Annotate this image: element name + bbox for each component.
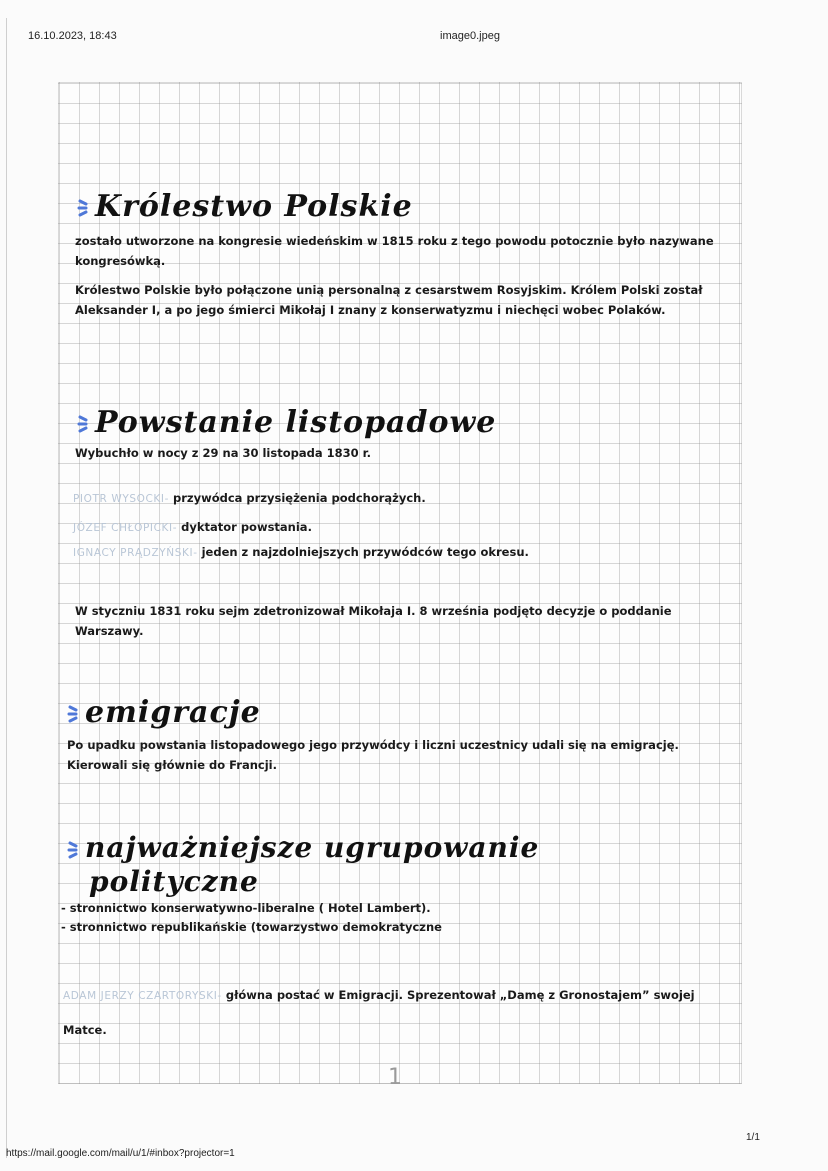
scan-left-edge [6, 18, 7, 1158]
section-title: Królestwo Polskie [95, 189, 413, 224]
accent-mark-icon [67, 840, 81, 860]
page-number: 1 [388, 1065, 402, 1090]
print-filename: image0.jpeg [440, 30, 500, 42]
paragraph: W styczniu 1831 roku sejm zdetronizował Mikołaja I. 8 września podjęto decyzje o poddanie Warszawy. [75, 604, 672, 638]
section-heading-ugrupowanie-line2: polityczne [89, 865, 259, 898]
person-name: ADAM JERZY CZARTORYSKI- [63, 990, 222, 1002]
person-desc: przywódca przysiężenia podchorążych. [172, 491, 426, 505]
paragraph: Po upadku powstania listopadowego jego przywódcy i liczni uczestnicy udali się na emigrację. Kierowali się głównie do Francji. [67, 738, 679, 772]
print-page-count: 1/1 [746, 1132, 760, 1143]
section-title: Powstanie listopadowe [95, 405, 497, 440]
person-name: PIOTR WYSOCKI- [73, 493, 169, 505]
person-row [73, 542, 529, 563]
person-desc: dyktator powstania. [181, 520, 312, 534]
section-title-line1: najważniejsze ugrupowanie [85, 831, 540, 864]
print-datetime: 16.10.2023, 18:43 [28, 30, 117, 42]
paragraph: zostało utworzone na kongresie wiedeńskim w 1815 roku z tego powodu potocznie było nazywane kongresówką. [75, 234, 714, 268]
person-desc: jeden z najzdolniejszych przywódców tego okresu. [201, 545, 529, 559]
section-heading-krolestwo [77, 189, 413, 224]
accent-mark-icon [77, 414, 91, 434]
paragraph: Wybuchło w nocy z 29 na 30 listopada 1830 r. [75, 446, 371, 460]
list-item: - stronnictwo konserwatywno-liberalne ( Hotel Lambert). [61, 901, 431, 915]
person-row [73, 488, 426, 509]
person-row [73, 517, 312, 538]
person-name: JÓZEF CHŁOPICKI- [73, 522, 178, 534]
accent-mark-icon [77, 198, 91, 218]
section-heading-ugrupowanie [67, 831, 539, 864]
accent-mark-icon [67, 704, 81, 724]
person-name: IGNACY PRĄDZYŃSKI- [73, 547, 198, 559]
section-heading-powstanie [77, 405, 496, 440]
paragraph: Królestwo Polskie było połączone unią personalną z cesarstwem Rosyjskim. Królem Polski został Aleksander I, a po jego śmierci Mikołaj I znany z konserwatyzmu i niechęci wobec Polaków. [75, 283, 703, 317]
section-title: emigracje [85, 695, 261, 730]
person-desc: główna postać w Emigracji. Sprezentował „Damę z Gronostajem” swojej Matce. [63, 988, 695, 1037]
list-item: - stronnictwo republikańskie (towarzystwo demokratyczne [61, 920, 442, 934]
notebook-sheet [58, 82, 742, 1084]
section-heading-emigracje [67, 695, 261, 730]
person-row [63, 978, 718, 1047]
print-url: https://mail.google.com/mail/u/1/#inbox?projector=1 [6, 1148, 235, 1159]
